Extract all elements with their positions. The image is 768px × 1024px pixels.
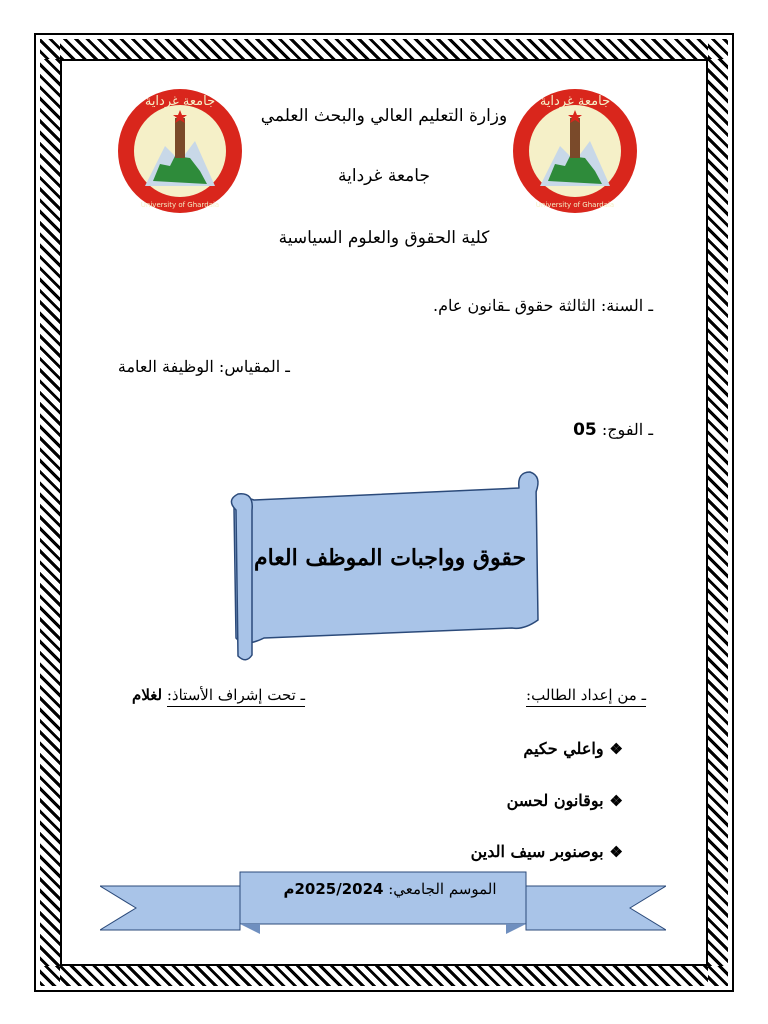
research-title: حقوق وواجبات الموظف العام <box>253 545 527 571</box>
academic-season <box>245 880 535 898</box>
supervisor-line <box>132 686 305 704</box>
diamond-bullet-icon: ❖ <box>609 792 623 810</box>
season-ribbon <box>100 868 666 938</box>
supervisor-label: ـ تحت إشراف الأستاذ: <box>167 686 305 707</box>
diamond-bullet-icon: ❖ <box>609 740 623 758</box>
student-item <box>523 739 623 758</box>
supervisor-name: لغلام <box>132 686 163 704</box>
logo-top-text: جامعة غرداية <box>144 94 216 109</box>
student-item <box>471 842 623 861</box>
group-line <box>573 420 653 440</box>
module-line: ـ المقياس: الوظيفة العامة <box>117 357 290 376</box>
season-label: الموسم الجامعي: <box>388 880 497 898</box>
student-name: واعلي حكيم <box>523 739 604 758</box>
logo-top-text: جامعة غرداية <box>539 94 611 109</box>
student-name: بوقانون لحسن <box>506 791 604 810</box>
prepared-by-label: ـ من إعداد الطالب: <box>526 686 646 707</box>
university-name: جامعة غرداية <box>338 166 430 186</box>
logo-bottom-text: University of Ghardaia <box>535 201 615 209</box>
year-line: ـ السنة: الثالثة حقوق ـقانون عام. <box>432 296 653 315</box>
group-value: 05 <box>573 420 597 440</box>
ministry-name: وزارة التعليم العالي والبحث العلمي <box>260 106 508 126</box>
student-name: بوصنوبر سيف الدين <box>470 842 604 861</box>
diamond-bullet-icon: ❖ <box>609 843 623 861</box>
group-label: ـ الفوج: <box>601 420 653 439</box>
logo-bottom-text: University of Ghardaia <box>140 201 220 209</box>
faculty-name: كلية الحقوق والعلوم السياسية <box>278 228 490 248</box>
student-item <box>507 791 623 810</box>
season-value: 2025/2024م <box>283 880 384 898</box>
